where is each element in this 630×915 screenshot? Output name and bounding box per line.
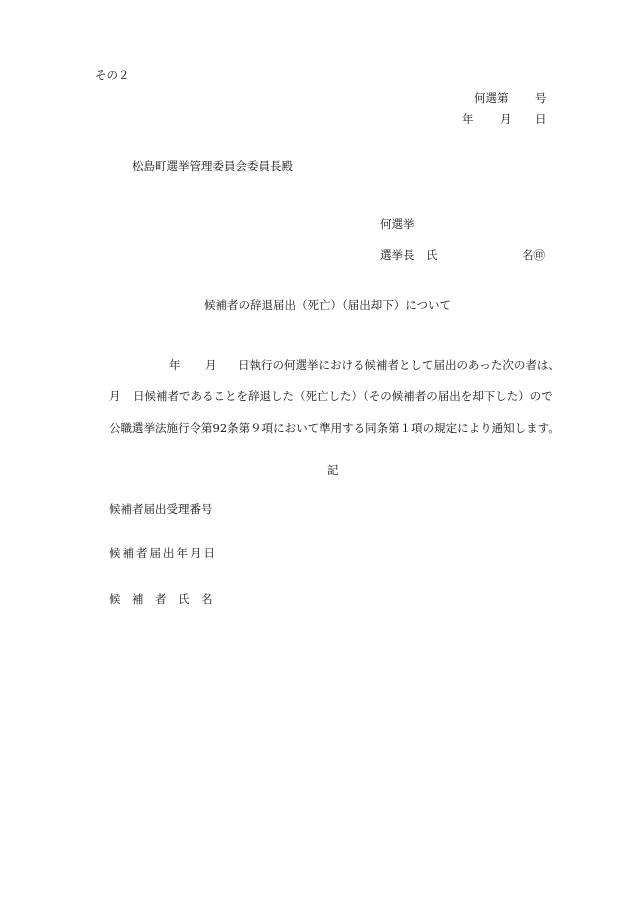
body-line1-month: 月 bbox=[205, 358, 217, 372]
form-label: その２ bbox=[95, 68, 130, 82]
field-candidate-name: 候 補 者 氏 名 bbox=[109, 592, 213, 606]
document-number-suffix: 号 bbox=[535, 91, 547, 105]
body-line2-month: 月 bbox=[109, 389, 121, 403]
sender-title-name: 選挙長 氏 bbox=[380, 248, 438, 262]
body-line3-text: 公職選挙法施行令第92条第９項において準用する同条第１項の規定により通知します。 bbox=[109, 421, 560, 435]
field-filing-date: 候補者届出年月日 bbox=[109, 546, 217, 560]
sender-name-seal: 名㊞ bbox=[522, 248, 545, 262]
date-day-label: 日 bbox=[535, 112, 547, 126]
sender-election: 何選挙 bbox=[380, 217, 415, 231]
document-number-prefix: 何選第 bbox=[474, 91, 509, 105]
ki-heading: 記 bbox=[327, 463, 339, 477]
date-year-label: 年 bbox=[462, 112, 474, 126]
date-month-label: 月 bbox=[500, 112, 512, 126]
subject-title: 候補者の辞退届出（死亡）（届出却下）について bbox=[204, 298, 452, 312]
body-line2-text: 日候補者であることを辞退した（死亡した）（その候補者の届出を却下した）ので bbox=[133, 389, 553, 403]
field-receipt-number: 候補者届出受理番号 bbox=[109, 502, 213, 516]
body-line1-year: 年 bbox=[169, 358, 181, 372]
addressee: 松島町選挙管理委員会委員長殿 bbox=[132, 159, 293, 173]
body-line1-text: 日執行の何選挙における候補者として届出のあった次の者は、 bbox=[238, 358, 560, 372]
